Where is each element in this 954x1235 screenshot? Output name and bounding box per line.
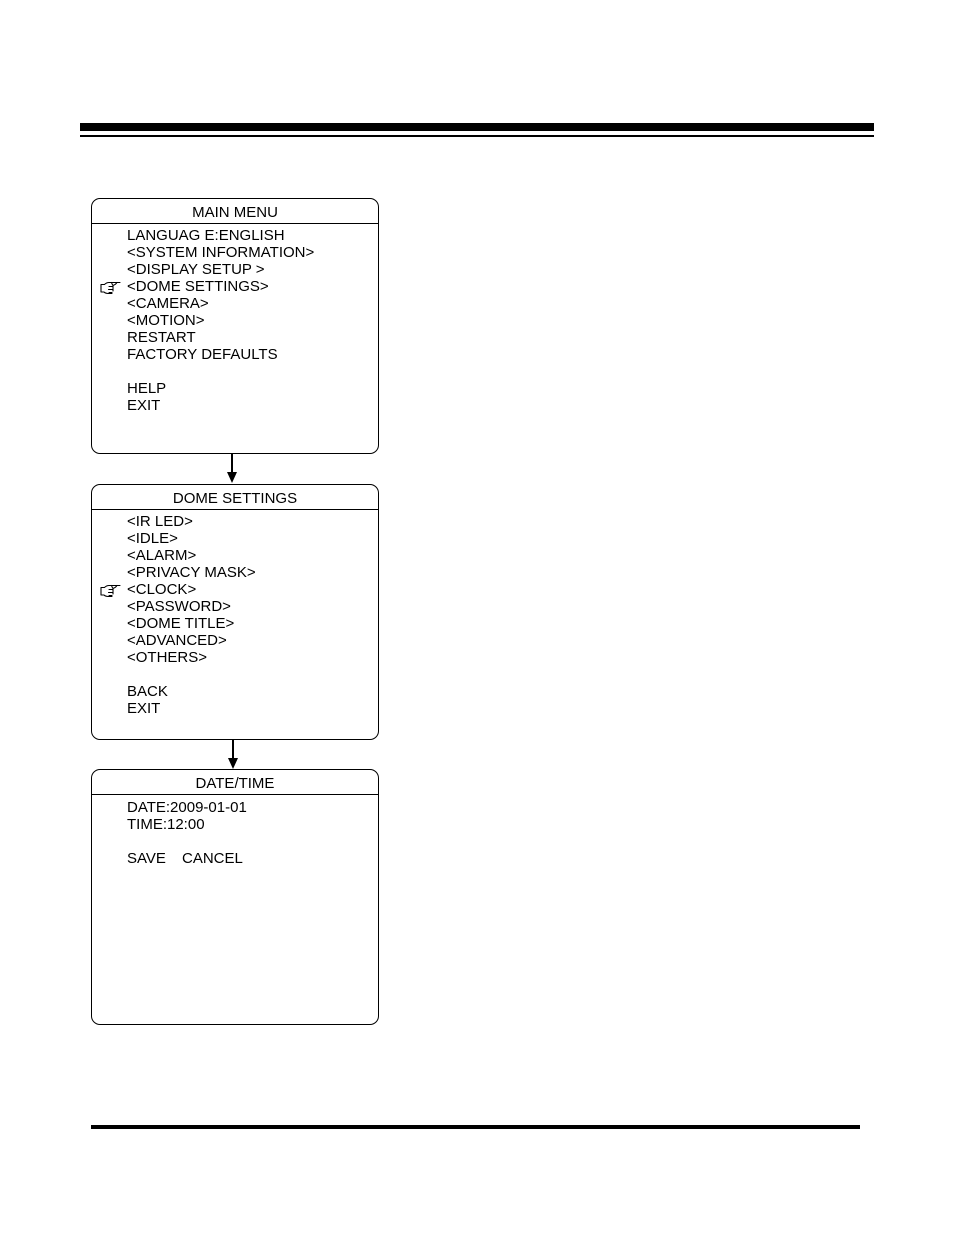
main-menu-panel <box>91 198 379 454</box>
down-arrow-icon <box>227 740 239 770</box>
down-arrow-icon <box>226 454 238 484</box>
time-field[interactable]: TIME:12:00 <box>127 816 205 833</box>
menu-item-others[interactable]: <OTHERS> <box>127 649 208 666</box>
cancel-button[interactable]: CANCEL <box>182 850 243 867</box>
date-field[interactable]: DATE:2009-01-01 <box>127 799 247 816</box>
menu-item-system-information[interactable]: <SYSTEM INFORMATION> <box>127 244 315 261</box>
save-button[interactable]: SAVE <box>127 850 166 867</box>
menu-item-advanced[interactable]: <ADVANCED> <box>127 632 227 649</box>
menu-item-camera[interactable]: <CAMERA> <box>127 295 209 312</box>
footer-rule <box>91 1125 860 1129</box>
pointing-hand-icon <box>99 279 121 295</box>
menu-item-idle[interactable]: <IDLE> <box>127 530 178 547</box>
menu-item-dome-title[interactable]: <DOME TITLE> <box>127 615 235 632</box>
menu-item-exit[interactable]: EXIT <box>127 397 161 414</box>
pointing-hand-icon <box>99 582 121 598</box>
menu-item-restart[interactable]: RESTART <box>127 329 196 346</box>
date-time-title: DATE/TIME <box>92 770 378 795</box>
menu-item-ir-led[interactable]: <IR LED> <box>127 513 193 530</box>
menu-item-password[interactable]: <PASSWORD> <box>127 598 231 615</box>
menu-item-dome-settings[interactable]: <DOME SETTINGS> <box>127 278 269 295</box>
menu-item-language[interactable]: LANGUAG E:ENGLISH <box>127 227 285 244</box>
dome-settings-title: DOME SETTINGS <box>92 485 378 510</box>
date-time-panel <box>91 769 379 1025</box>
menu-item-alarm[interactable]: <ALARM> <box>127 547 197 564</box>
header-rule-thick <box>80 123 874 131</box>
header-rule-thin <box>80 135 874 137</box>
menu-item-privacy-mask[interactable]: <PRIVACY MASK> <box>127 564 256 581</box>
menu-item-factory-defaults[interactable]: FACTORY DEFAULTS <box>127 346 278 363</box>
menu-item-motion[interactable]: <MOTION> <box>127 312 205 329</box>
menu-item-exit[interactable]: EXIT <box>127 700 161 717</box>
menu-item-clock[interactable]: <CLOCK> <box>127 581 197 598</box>
main-menu-title: MAIN MENU <box>92 199 378 224</box>
dome-settings-panel <box>91 484 379 740</box>
menu-item-back[interactable]: BACK <box>127 683 168 700</box>
menu-item-help[interactable]: HELP <box>127 380 167 397</box>
menu-item-display-setup[interactable]: <DISPLAY SETUP > <box>127 261 265 278</box>
